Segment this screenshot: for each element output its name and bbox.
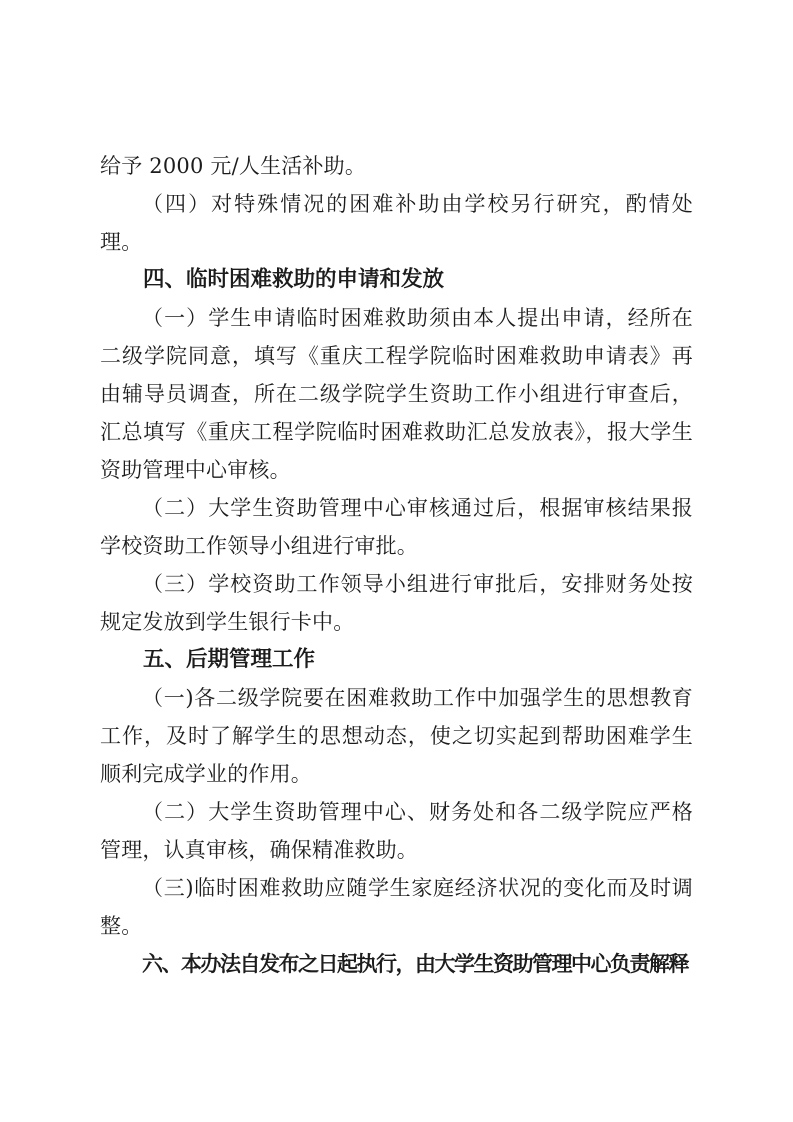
paragraph-apply-two: （二）大学生资助管理中心审核通过后，根据审核结果报学校资助工作领导小组进行审批。 (100, 496, 693, 558)
paragraph-manage-one: （一)各二级学院要在困难救助工作中加强学生的思想教育工作，及时了解学生的思想动态，使之切实起到帮助困难学生顺利完成学业的作用。 (100, 686, 693, 786)
document-body (100, 147, 693, 983)
section-heading-five: 五、后期管理工作 (143, 647, 316, 672)
paragraph-manage-three: （三)临时困难救助应随学生家庭经济状况的变化而及时调整。 (100, 876, 693, 938)
section-heading-four: 四、临时困难救助的申请和发放 (143, 267, 445, 292)
paragraph-continuation: 给予 2000 元/人生活补助。 (100, 154, 367, 178)
paragraph-manage-two: （二）大学生资助管理中心、财务处和各二级学院应严格管理，认真审核，确保精准救助。 (100, 800, 693, 862)
paragraph-apply-three: （三）学校资助工作领导小组进行审批后，安排财务处按规定发放到学生银行卡中。 (100, 572, 693, 634)
paragraph-apply-one: （一）学生申请临时困难救助须由本人提出申请，经所在二级学院同意，填写《重庆工程学院临时困难救助申请表》再由辅导员调查，所在二级学院学生资助工作小组进行审查后，汇总填写《重庆工程学院临时困难救助汇总发放表》，报大学生资助管理中心审核。 (100, 306, 693, 482)
section-heading-six: 六、本办法自发布之日起执行，由大学生资助管理中心负责解释 (142, 952, 688, 976)
paragraph-item-four: （四）对特殊情况的困难补助由学校另行研究，酌情处理。 (100, 192, 693, 254)
